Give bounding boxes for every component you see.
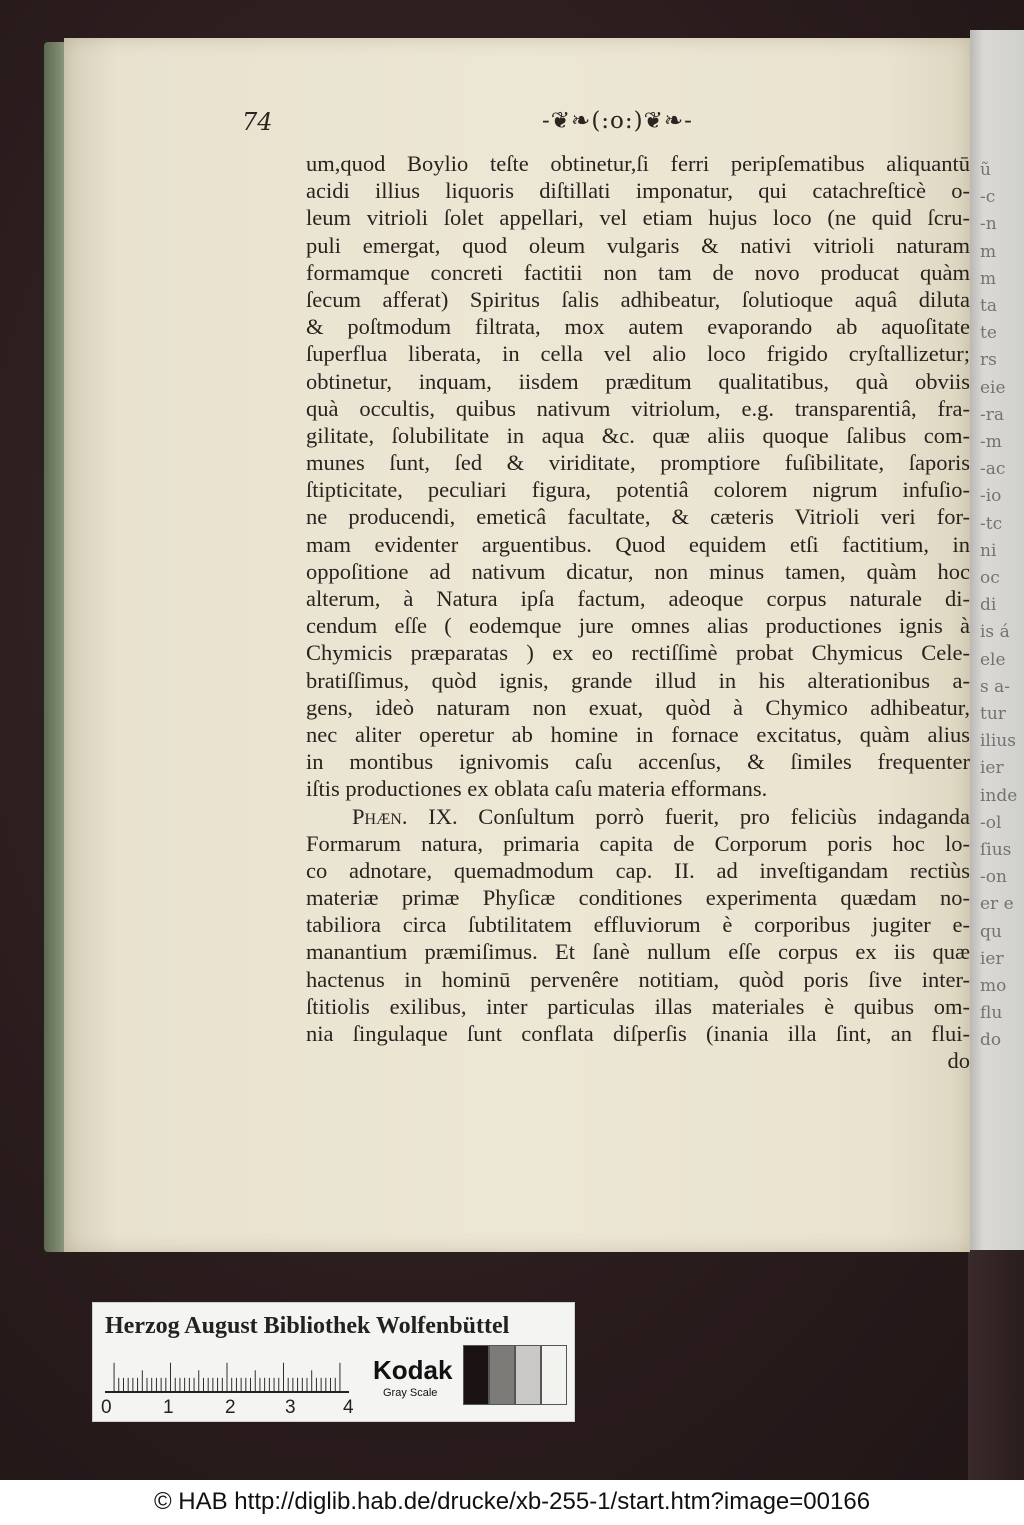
facing-page-fragment: ier (980, 758, 1004, 779)
facing-page-fragment: mo (980, 976, 1007, 996)
facing-page-fragment: -ol (980, 812, 1002, 833)
text-line: materiæ primæ Phyſicæ conditiones experimenta quædam no- (306, 885, 970, 911)
ruler-number-2: 2 (225, 1397, 236, 1418)
facing-page-fragment: s a- (980, 676, 1011, 697)
ruler (105, 1359, 349, 1393)
facing-page-fragment: eie (980, 377, 1006, 398)
page-header (242, 104, 962, 144)
catchword: do (947, 1048, 970, 1074)
text-line: hactenus in hominū pervenêre notitiam, quòd poris ſive inter- (306, 966, 970, 992)
text-line: ſuperflua liberata, in cella vel alio loco frigido cryſtallizetur; (306, 341, 970, 367)
facing-page-fragment: -m (980, 432, 1002, 452)
ruler-number-1: 1 (163, 1397, 174, 1418)
facing-page-fragment: is á (980, 622, 1010, 643)
gray-swatch (541, 1345, 567, 1405)
facing-page-fragment: te (980, 323, 997, 344)
facing-page-fragment: m (980, 268, 997, 289)
text-line: Formarum natura, primaria capita de Corporum poris hoc lo- (306, 830, 970, 856)
ruler-number-3: 3 (285, 1397, 296, 1418)
facing-page-fragment: ta (980, 296, 997, 316)
facing-page-fragment: -ra (980, 404, 1005, 425)
footer-bar (0, 1480, 1024, 1525)
text-line: acidi illius liquoris diſtillati imponatur, qui catachreſticè o- (306, 178, 970, 204)
text-line: nia ſingulaque ſunt conflata diſperſis (inania illa ſint, an flui- (306, 1021, 970, 1046)
text-line: munes ſunt, ſed & viriditate, promptiore fuſibilitate, ſaporis (306, 450, 970, 476)
facing-page-fragment: ũ (980, 160, 991, 180)
text-line: manantium præmiſimus. Et ſanè nullum eſſe corpus ex iis quæ (306, 939, 970, 965)
text-line: ſtipticitate, peculiari figura, potentiâ colorem nigrum infuſio- (306, 477, 970, 503)
text-line: cendum eſſe ( eodemque jure omnes alias productiones ignis à (306, 613, 970, 639)
facing-page-fragment: do (980, 1030, 1002, 1051)
text-line: obtinetur, inquam, iisdem præditum qualitatibus, quà obviis (306, 368, 970, 394)
facing-page-fragment: rs (980, 350, 997, 371)
phenomenon-label: Phæn. IX. (352, 803, 458, 829)
facing-page-fragment: qu (980, 921, 1002, 942)
text-line: Chymicis præparatas ) ex eo rectiſſimè probat Chymicus Cele- (306, 640, 970, 666)
text-line: um,quod Boylio teſte obtinetur,ſi ferri peripſematibus aliquantū (306, 151, 970, 176)
ruler-number-4: 4 (343, 1397, 354, 1418)
text-line: formamque concreti factitii non tam de novo producat quàm (306, 259, 970, 285)
text-line: alterum, à Natura ipſa factum, adeoque corpus naturale di- (306, 586, 970, 611)
text-line: mam evidenter arguentibus. Quod equidem etſi factitium, in (306, 531, 970, 557)
facing-page-fragment: ele (980, 649, 1006, 670)
facing-page-fragment: -tc (980, 513, 1003, 534)
text-line: oppoſitione ad nativum dicatur, non minus tamen, quàm hoc (306, 558, 970, 584)
facing-page-fragment: -n (980, 214, 997, 235)
text-line: tabiliora circa ſubtilitatem effluviorum è corporibus jugiter e- (306, 912, 970, 938)
text-line: quà occultis, quibus nativum vitriolum, e.g. transparentiâ, fra- (306, 395, 970, 421)
gray-scale-label: Gray Scale (383, 1387, 438, 1399)
text-line: gilitate, ſolubilitate in aqua &c. quæ aliis quoque ſalibus com- (306, 422, 970, 448)
book-back-cover (968, 1250, 1024, 1480)
facing-page-fragment: inde (980, 785, 1018, 806)
text-line: & poſtmodum filtrata, mox autem evaporando ab aquoſitate (306, 314, 970, 340)
text-line: ne producendi, emeticâ facultate, & cæteris Vitrioli veri for- (306, 504, 970, 530)
facing-page-fragment: -on (980, 867, 1007, 888)
gray-swatch (515, 1345, 541, 1405)
gray-swatches (463, 1345, 567, 1405)
text-line: puli emergat, quod oleum vulgaris & nativi vitrioli naturam (306, 232, 970, 258)
facing-page-fragment: oc (980, 568, 1000, 588)
text-line: co adnotare, quemadmodum cap. II. ad inveſtigandam rectiùs (306, 857, 970, 883)
header-ornament: -❦❧(:o:)❦❧- (542, 108, 693, 134)
facing-page-edge (970, 30, 1024, 1260)
facing-page-fragment: tur (980, 704, 1006, 724)
page-number: 74 (242, 108, 273, 136)
facing-page-fragment: ilius (980, 731, 1016, 752)
footer-copyright-url: © HAB http://diglib.hab.de/drucke/xb-255-1/start.htm?image=00166 (153, 1488, 871, 1515)
text-line: bratiſſimus, quòd ignis, grande illud in his alterationibus a- (306, 667, 970, 693)
library-name: Herzog August Bibliothek Wolfenbüttel (105, 1313, 510, 1339)
paragraph-first-line-text: Conſultum porrò fuerit, pro feliciùs indaganda (457, 803, 970, 829)
kodak-logo: Kodak (373, 1355, 453, 1385)
text-line: in montibus ignivomis caſu accenſus, & ſimiles frequenter (306, 749, 970, 775)
facing-page-fragment: ier (980, 948, 1004, 969)
library-color-card (92, 1302, 575, 1422)
facing-page-fragment: -c (980, 187, 996, 208)
text-line: gens, ideò naturam non exuat, quòd à Chymico adhibeatur, (306, 694, 970, 720)
ruler-number-0: 0 (101, 1397, 112, 1418)
text-line: iſtis productiones ex oblata caſu materia efformans. (306, 776, 768, 802)
facing-page-fragment: di (980, 595, 997, 616)
facing-page-fragment: -ac (980, 459, 1006, 480)
gray-swatch (463, 1345, 489, 1405)
facing-page-fragment: -io (980, 486, 1002, 507)
text-line: ſecum afferat) Spiritus ſalis adhibeatur, ſolutioque aquâ diluta (306, 286, 970, 312)
gray-swatch (489, 1345, 515, 1405)
facing-page-fragment: ſius (980, 840, 1012, 860)
facing-page-fragment: flu (980, 1003, 1003, 1024)
facing-page-fragment: er e (980, 894, 1014, 915)
facing-page-fragment: m (980, 241, 997, 262)
paragraph-first-line (306, 803, 970, 830)
text-line: nec aliter operetur ab homine in fornace excitatus, quàm alius (306, 721, 970, 747)
facing-page-fragment: ni (980, 540, 997, 561)
body-text (306, 150, 970, 1074)
text-line: leum vitrioli ſolet appellari, vel etiam hujus loco (ne quid ſcru- (306, 205, 970, 231)
text-line: ſtitiolis exilibus, inter particulas illas materiales è quibus om- (306, 993, 970, 1019)
